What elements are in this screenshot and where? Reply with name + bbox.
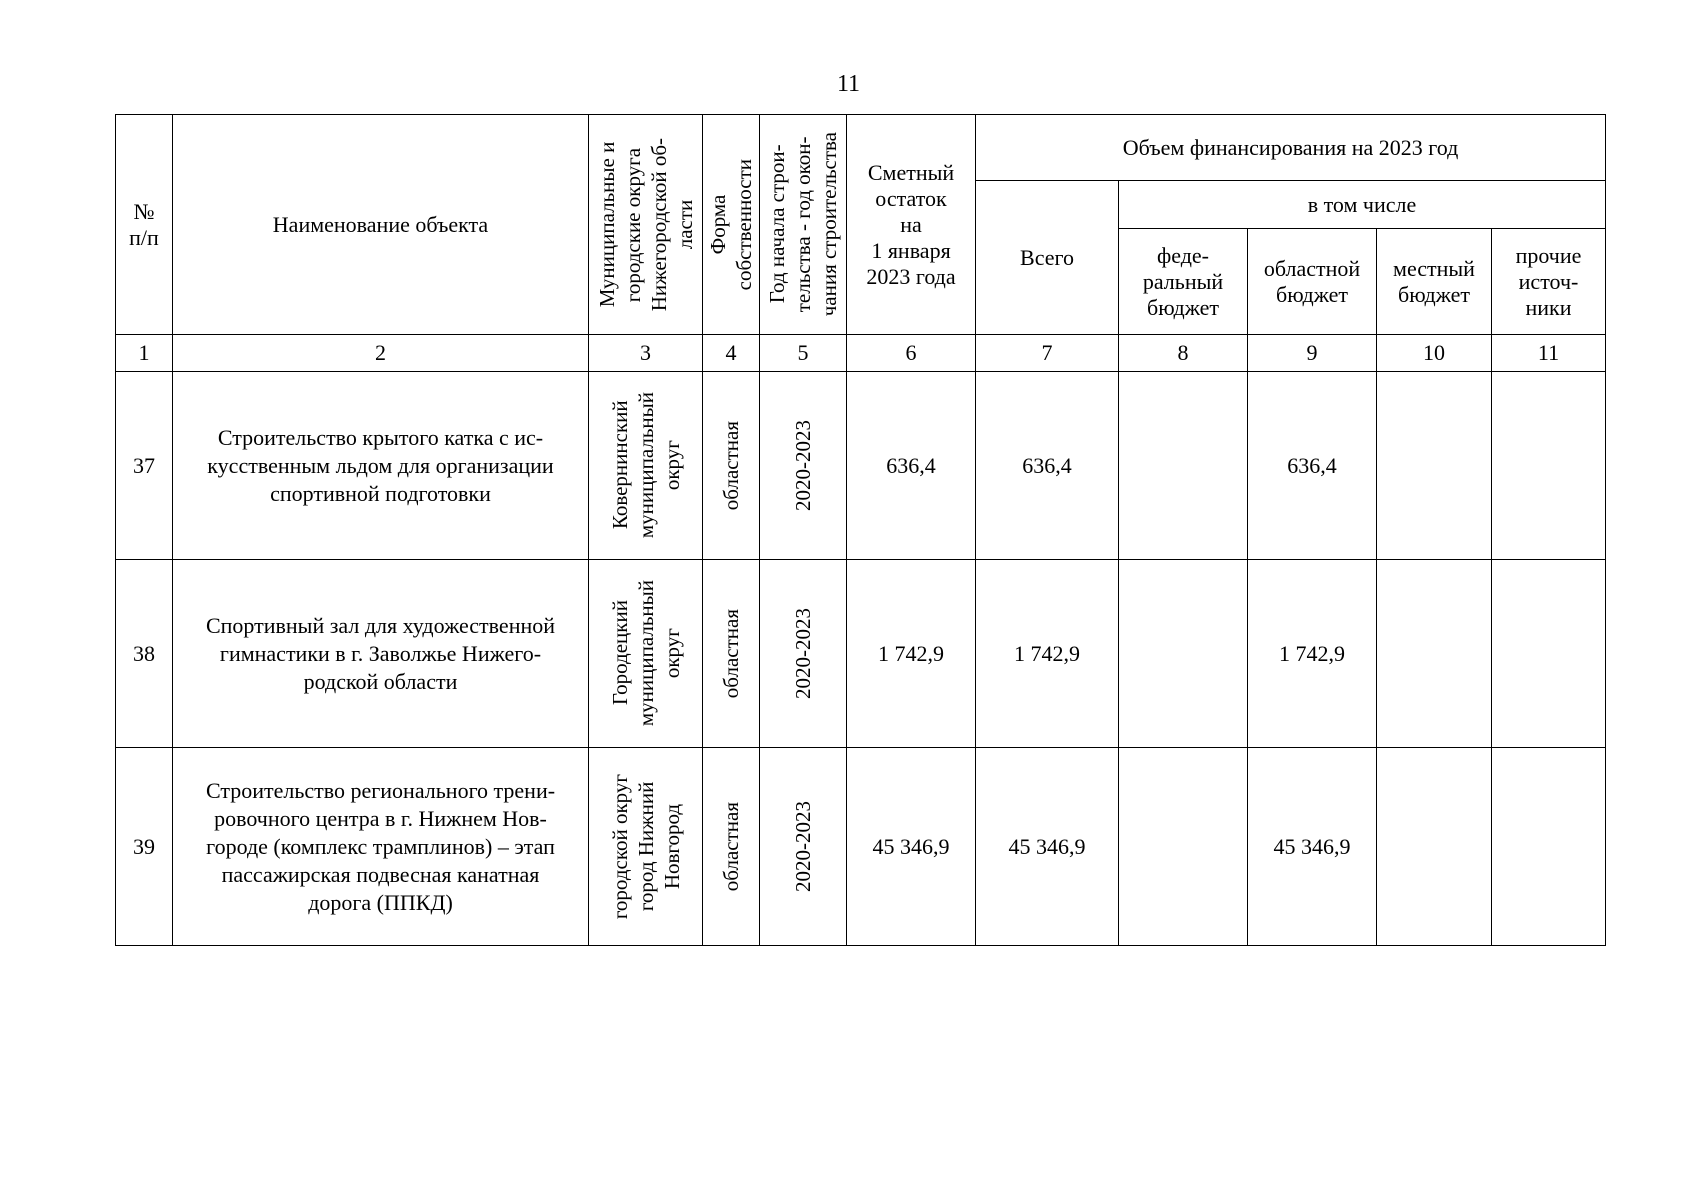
row-ownership-text: областная — [719, 608, 743, 699]
row-years-text: 2020-2023 — [791, 801, 815, 892]
row-regional: 636,4 — [1248, 372, 1377, 560]
row-federal — [1119, 748, 1248, 946]
column-number: 5 — [760, 335, 847, 372]
row-years-text: 2020-2023 — [791, 608, 815, 699]
header-row-1 — [116, 115, 1606, 181]
header-name: Наименование объекта — [173, 115, 589, 335]
row-balance: 45 346,9 — [847, 748, 976, 946]
row-total: 1 742,9 — [976, 560, 1119, 748]
row-municipality — [589, 560, 703, 748]
column-number: 7 — [976, 335, 1119, 372]
row-total: 45 346,9 — [976, 748, 1119, 946]
row-ownership — [703, 560, 760, 748]
header-balance: Сметный остаток на 1 января 2023 года — [847, 115, 976, 335]
row-municipality-text: Ковернинский муниципальный округ — [607, 392, 684, 539]
row-municipality-text: городской округ город Нижний Новгород — [607, 773, 684, 920]
header-regional: областной бюджет — [1248, 229, 1377, 335]
column-number: 11 — [1492, 335, 1606, 372]
row-federal — [1119, 560, 1248, 748]
row-municipality — [589, 372, 703, 560]
header-federal: феде- ральный бюджет — [1119, 229, 1248, 335]
row-ownership-text: областная — [719, 801, 743, 892]
row-balance: 1 742,9 — [847, 560, 976, 748]
row-years-text: 2020-2023 — [791, 420, 815, 511]
row-local — [1377, 560, 1492, 748]
row-name: Строительство регионального трени- ровочного центра в г. Нижнем Нов- городе (комплекс трамплинов) – этап пассажирская подвесная канатная дорога (ППКД) — [173, 748, 589, 946]
header-total: Всего — [976, 181, 1119, 335]
row-years — [760, 372, 847, 560]
row-regional: 1 742,9 — [1248, 560, 1377, 748]
page-number: 11 — [836, 71, 861, 97]
column-number: 2 — [173, 335, 589, 372]
row-local — [1377, 748, 1492, 946]
row-municipality — [589, 748, 703, 946]
header-local: местный бюджет — [1377, 229, 1492, 335]
row-num: 38 — [116, 560, 173, 748]
header-including: в том числе — [1119, 181, 1606, 229]
row-ownership — [703, 372, 760, 560]
row-balance: 636,4 — [847, 372, 976, 560]
row-other — [1492, 372, 1606, 560]
column-number: 3 — [589, 335, 703, 372]
row-ownership — [703, 748, 760, 946]
row-ownership-text: областная — [719, 420, 743, 511]
row-federal — [1119, 372, 1248, 560]
header-ownership-text: Форма собственности — [706, 158, 756, 291]
column-number: 1 — [116, 335, 173, 372]
column-number: 4 — [703, 335, 760, 372]
financing-table — [115, 114, 1606, 946]
row-municipality-text: Городецкий муниципальный округ — [607, 580, 684, 727]
row-name: Спортивный зал для художественной гимнастики в г. Заволжье Нижего- родской области — [173, 560, 589, 748]
row-num: 39 — [116, 748, 173, 946]
column-number: 8 — [1119, 335, 1248, 372]
header-years — [760, 115, 847, 335]
row-local — [1377, 372, 1492, 560]
row-regional: 45 346,9 — [1248, 748, 1377, 946]
row-other — [1492, 560, 1606, 748]
header-funding: Объем финансирования на 2023 год — [976, 115, 1606, 181]
column-numbers-row — [116, 335, 1606, 372]
row-years — [760, 560, 847, 748]
table-row — [116, 560, 1606, 748]
header-num: № п/п — [116, 115, 173, 335]
table-row — [116, 748, 1606, 946]
table-row — [116, 372, 1606, 560]
column-number: 9 — [1248, 335, 1377, 372]
header-municipality — [589, 115, 703, 335]
row-num: 37 — [116, 372, 173, 560]
column-number: 6 — [847, 335, 976, 372]
header-years-text: Год начала строи- тельства - год окон- чания строительства — [765, 132, 841, 317]
row-other — [1492, 748, 1606, 946]
row-name: Строительство крытого катка с ис- кусственным льдом для организации спортивной подготовки — [173, 372, 589, 560]
header-ownership — [703, 115, 760, 335]
row-years — [760, 748, 847, 946]
header-municipality-text: Муниципальные и городские округа Нижегородской об- ласти — [594, 137, 697, 312]
column-number: 10 — [1377, 335, 1492, 372]
row-total: 636,4 — [976, 372, 1119, 560]
header-other: прочие источ- ники — [1492, 229, 1606, 335]
